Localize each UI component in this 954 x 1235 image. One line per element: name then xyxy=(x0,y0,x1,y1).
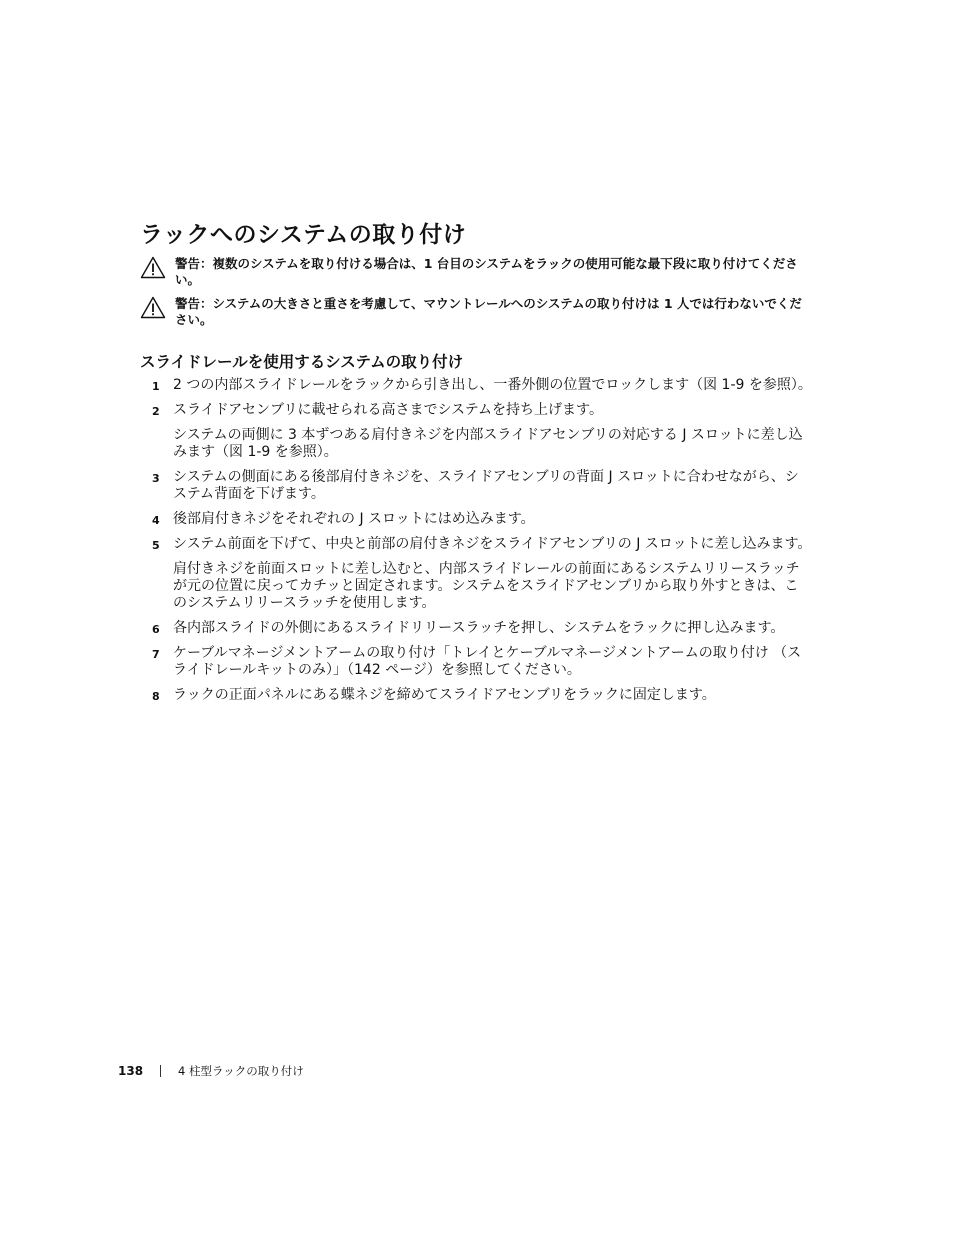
step-item xyxy=(140,687,812,704)
warning-note-1 xyxy=(140,256,810,288)
footer-chapter-title: 4 柱型ラックの取り付け xyxy=(178,1064,304,1078)
step-item xyxy=(140,377,812,394)
step-number: 7 xyxy=(152,648,160,661)
step-text: 各内部スライドの外側にあるスライドリリースラッチを押し、システムをラックに押し込みます。 xyxy=(173,620,785,636)
step-list xyxy=(140,377,812,712)
step-text: 2 つの内部スライドレールをラックから引き出し、一番外側の位置でロックします（図 1-9 を参照）。 xyxy=(173,377,812,393)
warning-note-2 xyxy=(140,296,810,328)
warning-text: 警告：システムの大きさと重さを考慮して、マウントレールへのシステムの取り付けは 1 人では行わないでください。 xyxy=(175,296,802,327)
warning-triangle-icon xyxy=(140,256,166,279)
step-text: 後部肩付きネジをそれぞれの J スロットにはめ込みます。 xyxy=(173,511,535,527)
step-number: 6 xyxy=(152,623,160,636)
step-text: システムの側面にある後部肩付きネジを、スライドアセンブリの背面 J スロットに合わせながら、システム背面を下げます。 xyxy=(173,469,799,502)
step-text: ケーブルマネージメントアームの取り付け「トレイとケーブルマネージメントアームの取り付け （スライドレールキットのみ）」（142 ページ）を参照してください。 xyxy=(173,645,802,678)
section-heading: スライドレールを使用するシステムの取り付け xyxy=(140,353,464,371)
step-text: システム前面を下げて、中央と前部の肩付きネジをスライドアセンブリの J スロットに差し込みます。 xyxy=(173,536,812,552)
step-text: ラックの正面パネルにある蝶ネジを締めてスライドアセンブリをラックに固定します。 xyxy=(173,687,716,703)
page-number: 138 xyxy=(118,1064,144,1078)
step-text: スライドアセンブリに載せられる高さまでシステムを持ち上げます。 xyxy=(173,402,603,418)
step-item xyxy=(140,511,812,528)
warning-text: 警告：複数のシステムを取り付ける場合は、1 台目のシステムをラックの使用可能な最下段に取り付けてください。 xyxy=(175,256,798,287)
step-item xyxy=(140,620,812,637)
step-number: 1 xyxy=(152,380,160,393)
step-item xyxy=(140,536,812,612)
step-subtext: システムの両側に 3 本ずつある肩付きネジを内部スライドアセンブリの対応する J スロットに差し込みます（図 1-9 を参照）。 xyxy=(173,427,803,460)
step-number: 3 xyxy=(152,472,160,485)
step-item xyxy=(140,469,812,503)
step-item xyxy=(140,645,812,679)
footer-divider xyxy=(160,1065,161,1077)
step-number: 8 xyxy=(152,690,160,703)
warning-triangle-icon xyxy=(140,296,166,319)
step-number: 2 xyxy=(152,405,160,418)
step-subtext: 肩付きネジを前面スロットに差し込むと、内部スライドレールの前面にあるシステムリリースラッチが元の位置に戻ってカチッと固定されます。システムをスライドアセンブリから取り外すときは、このシステムリリースラッチを使用します。 xyxy=(173,561,800,611)
page-title: ラックへのシステムの取り付け xyxy=(140,222,467,248)
step-item xyxy=(140,402,812,461)
step-number: 5 xyxy=(152,539,160,552)
page-footer xyxy=(118,1062,618,1082)
step-number: 4 xyxy=(152,514,160,527)
